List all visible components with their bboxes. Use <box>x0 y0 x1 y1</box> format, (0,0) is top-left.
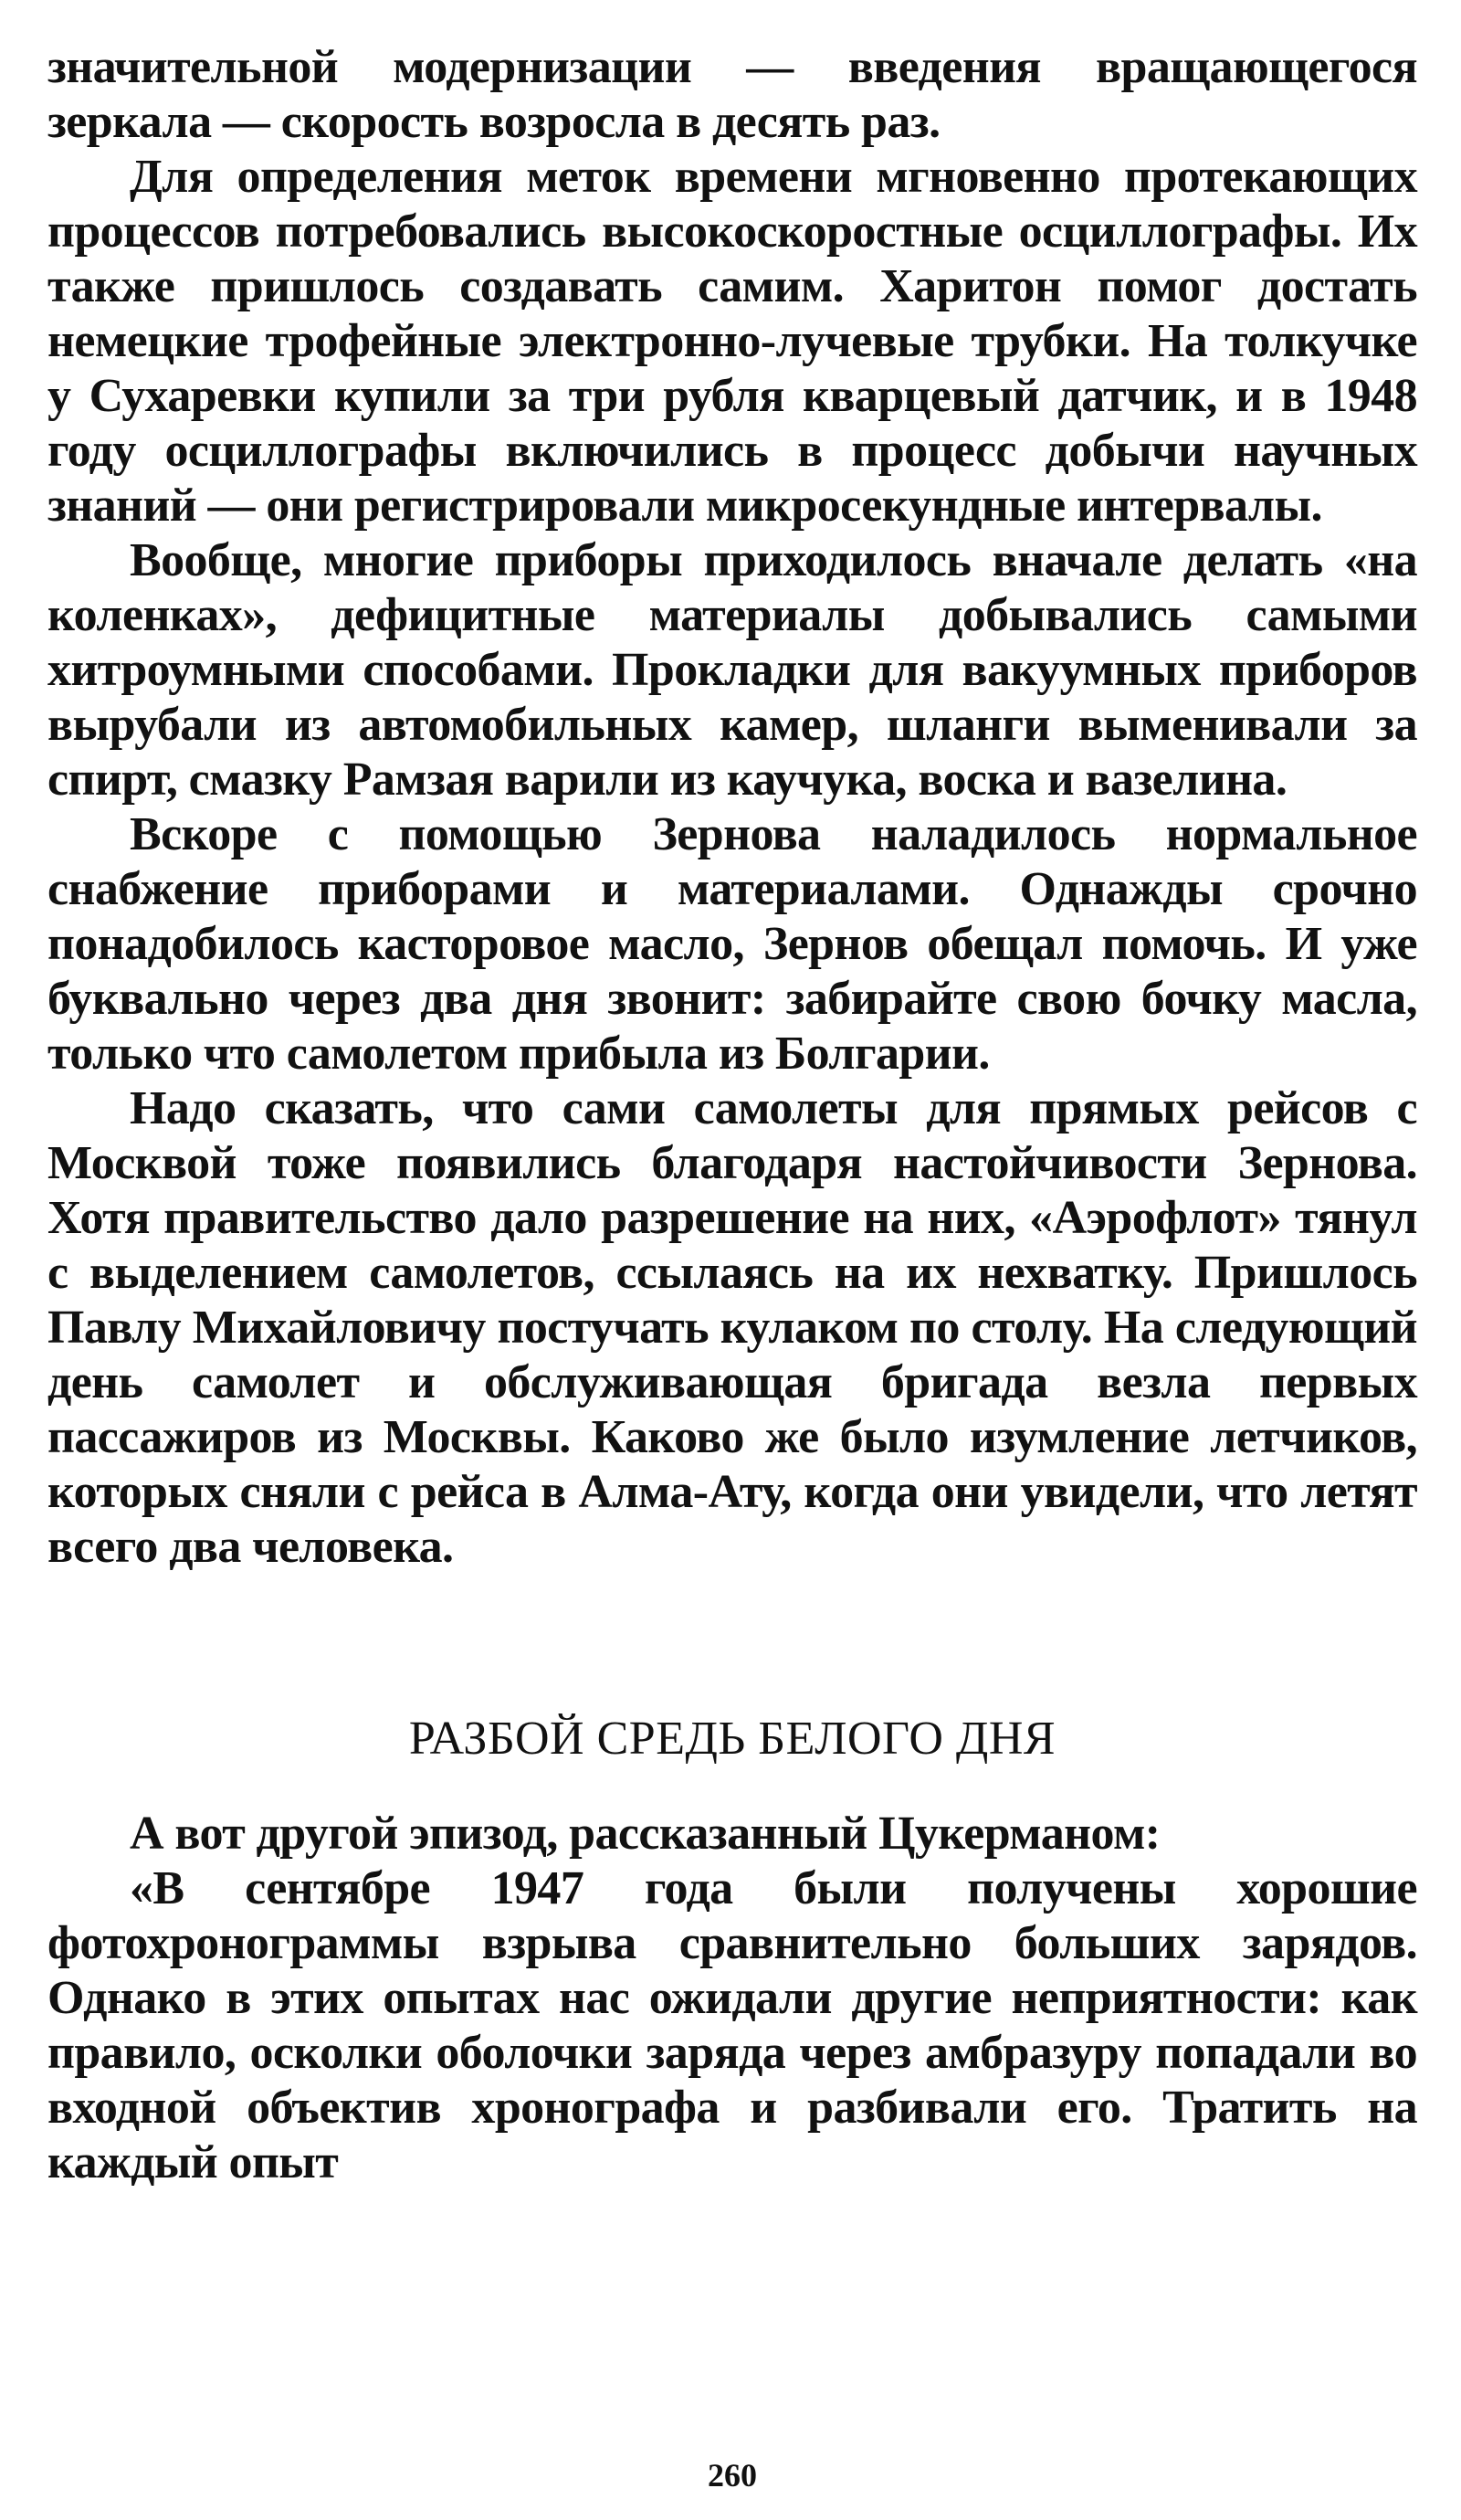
section-heading: РАЗБОЙ СРЕДЬ БЕЛОГО ДНЯ <box>408 1713 1056 1765</box>
paragraph: значительной модернизации — введения вращающегося зеркала — скорость возросла в десять раз. <box>47 41 1417 148</box>
paragraph: Надо сказать, что сами самолеты для прямых рейсов с Москвой тоже появились благодаря настойчивости Зернова. Хотя правительство дало разрешение на них, «Аэрофлот» тянул с выделением самолетов, ссылаясь на их нехватку. Пришлось Павлу Михайловичу постучать кулаком по столу. На следующий день самолет и обслуживающая бригада везла первых пассажиров из Москвы. Каково же было изумление летчиков, которых сняли с рейса в Алма-Ату, когда они увидели, что летят всего два человека. <box>47 1082 1417 1573</box>
paragraph: Вообще, многие приборы приходилось вначале делать «на коленках», дефицитные материалы добывались самыми хитроумными способами. Прокладки для вакуумных приборов вырубали из автомобильных камер, шланги выменивали за спирт, смазку Рамзая варили из каучука, воска и вазелина. <box>47 534 1417 806</box>
paragraph: Для определения меток времени мгновенно протекающих процессов потребовались высокоскоростные осциллографы. Их также пришлось создавать самим. Харитон помог достать немецкие трофейные электронно-лучевые трубки. На толкучке у Сухаревки купили за три рубля кварцевый датчик, и в 1948 году осциллографы включились в процесс добычи научных знаний — они регистрировали микросекундные интервалы. <box>47 151 1417 532</box>
section-after <box>47 1807 1417 2190</box>
book-page <box>47 0 1417 2494</box>
paragraph: А вот другой эпизод, рассказанный Цукерманом: <box>130 1808 1161 1860</box>
paragraph: «В сентябре 1947 года были получены хорошие фотохронограммы взрыва сравнительно больших зарядов. Однако в этих опытах нас ожидали другие неприятности: как правило, осколки оболочки заряда через амбразуру попадали во входной объектив хронографа и разбивали его. Тратить на каждый опыт <box>47 1862 1417 2188</box>
page-number: 260 <box>708 2457 757 2494</box>
paragraph: Вскоре с помощью Зернова наладилось нормальное снабжение приборами и материалами. Однажды срочно понадобилось касторовое масло, Зернов обещал помочь. И уже буквально через два дня звонит: забирайте свою бочку масла, только что самолетом прибыла из Болгарии. <box>47 808 1417 1080</box>
section-before <box>47 0 1417 1575</box>
